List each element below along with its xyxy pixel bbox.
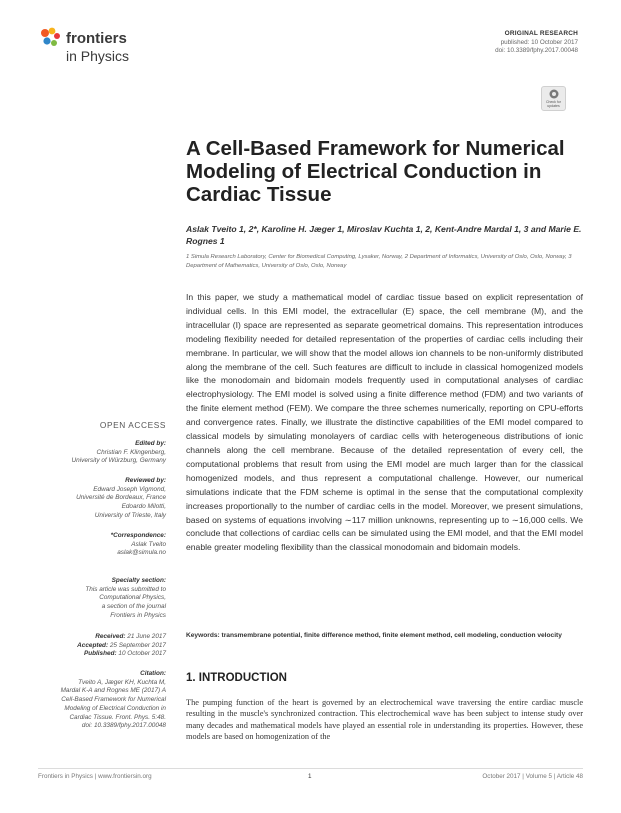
footer-issue-info: October 2017 | Volume 5 | Article 48: [482, 773, 583, 780]
edited-by-label: Edited by:: [135, 440, 166, 447]
page-number: 1: [308, 773, 312, 780]
reviewer-line: Université de Bordeaux, France: [76, 494, 166, 502]
specialty-line: This article was submitted to: [85, 585, 166, 593]
keywords: Keywords: transmembrane potential, finite difference method, finite element method, cell modeling, conduction velocity: [186, 632, 562, 639]
article-meta-header: [495, 30, 578, 54]
citation-label: Citation:: [140, 670, 166, 677]
citation-line: Modeling of Electrical Conduction in: [64, 704, 166, 712]
check-for-updates-badge[interactable]: [541, 86, 566, 111]
reviewer-line: University of Trieste, Italy: [94, 511, 166, 519]
specialty-line: Frontiers in Physics: [110, 611, 166, 619]
citation-line: Cardiac Tissue. Front. Phys. 5:48.: [69, 713, 166, 721]
specialty-line: Computational Physics,: [99, 594, 166, 602]
abstract: In this paper, we study a mathematical model of cardiac tissue based on explicit representation of individual cells. In this EMI model, the extracellular (E) space, the cell membrane (M), and the intracellular (I) space are represented as separate geometrical domains. This representation introduces modeling flexibility needed for detailed representation of the properties of cardiac cells including their membrane. In particular, we will show that the model allows ion channels to be non-uniformly distributed along the membrane of the cell. Such features are difficult to include in classical homogenized models like the monodomain and bidomain models frequently used in computational analyses of cardiac electrophysiology. The EMI model is solved using a finite difference method (FDM) and two variants of the finite element method (FEM). We compare the three schemes numerically, reporting on CPU-efforts and convergence rates. Finally, we illustrate the distinctive capabilities of the EMI model compared to classical models by simulating monolayers of cardiac cells with heterogeneous distributions of ionic channels along the cell membrane. Because of the detailed representation of every cell, the computational problems that result from using the EMI model are much larger than for the classical homogenized models, and thus represent a computational challenge. However, our numerical simulations indicate that the FDM scheme is optimal in the sense that the computational complexity increases proportionally to the number of cardiac cells in the model. Moreover, we present simulations, based on systems of equations involving ∼117 million unknowns, representing up to ∼16,000 cells. We conclude that collections of cardiac cells can be simulated using the EMI model, and that the EMI model enable greater modeling flexibility than the classical monodomain and bidomain models.: [186, 292, 583, 553]
journal-logo[interactable]: [38, 27, 178, 67]
editor-line: University of Würzburg, Germany: [71, 457, 166, 465]
edited-by-block: [36, 440, 166, 466]
specialty-line: a section of the journal: [101, 603, 166, 611]
citation-block: [36, 670, 166, 731]
citation-line: Cell-Based Framework for Numerical: [61, 696, 166, 704]
published-date: published: 10 October 2017: [500, 38, 578, 46]
reviewer-line: Edward Joseph Vigmond,: [93, 485, 166, 493]
citation-line: Tveito A, Jæger KH, Kuchta M,: [78, 678, 166, 686]
affiliations: 1 Simula Research Laboratory, Center for Biomedical Computing, Lysaker, Norway, 2 Department of Informatics, University of Oslo, Oslo, Norway, 3 Department of Mathematics, University of Oslo, Oslo, Norway: [186, 254, 572, 269]
published-date-sidebar: Published: 10 October 2017: [83, 650, 166, 658]
badge-label: Check for updates: [546, 100, 561, 108]
frontiers-logo-icon: [38, 27, 66, 49]
footer-divider: [38, 768, 583, 769]
reviewer-line: Edoardo Milotti,: [121, 503, 166, 511]
author-list[interactable]: Aslak Tveito 1, 2*, Karoline H. Jæger 1, Miroslav Kuchta 1, 2, Kent-Andre Mardal 1, 3 and Marie E. Rognes 1: [186, 224, 582, 246]
correspondence-email[interactable]: aslak@simula.no: [117, 549, 166, 557]
reviewed-by-block: [36, 477, 166, 521]
dates-block: [36, 633, 166, 659]
correspondence-block: [36, 532, 166, 558]
open-access-label: OPEN ACCESS: [99, 420, 166, 430]
doi-link[interactable]: doi: 10.3389/fphy.2017.00048: [495, 47, 578, 54]
accepted-date: Accepted: 25 September 2017: [77, 641, 166, 649]
logo-name: frontiers: [66, 30, 127, 47]
specialty-label: Specialty section:: [111, 577, 166, 584]
citation-line: Mardal K-A and Rognes ME (2017) A: [60, 687, 166, 695]
bookmark-icon: [549, 89, 559, 100]
specialty-section-block: [36, 577, 166, 621]
section-heading: 1. INTRODUCTION: [186, 672, 287, 684]
received-date: Received: 21 June 2017: [95, 633, 166, 640]
article-title: A Cell-Based Framework for Numerical Modeling of Electrical Conduction in Cardiac Tissue: [186, 137, 565, 206]
correspondence-label: *Correspondence:: [110, 532, 166, 539]
citation-doi[interactable]: doi: 10.3389/fphy.2017.00048: [81, 722, 166, 730]
intro-paragraph: The pumping function of the heart is governed by an electrochemical wave traversing the entire cardiac muscle resulting in the muscle's synchronized contraction. This electrochemical wave has been subject to intense study over many decades and mathematical models have played an essential role in understanding its properties. However, these models are based on homogenization of the: [186, 698, 583, 741]
article-type: ORIGINAL RESEARCH: [504, 30, 578, 37]
reviewed-by-label: Reviewed by:: [125, 477, 166, 484]
logo-journal: in Physics: [66, 48, 130, 64]
footer-journal-link[interactable]: Frontiers in Physics | www.frontiersin.org: [38, 773, 152, 780]
correspondence-name: Aslak Tveito: [131, 540, 166, 548]
editor-line: Christian F. Klingenberg,: [96, 448, 166, 456]
